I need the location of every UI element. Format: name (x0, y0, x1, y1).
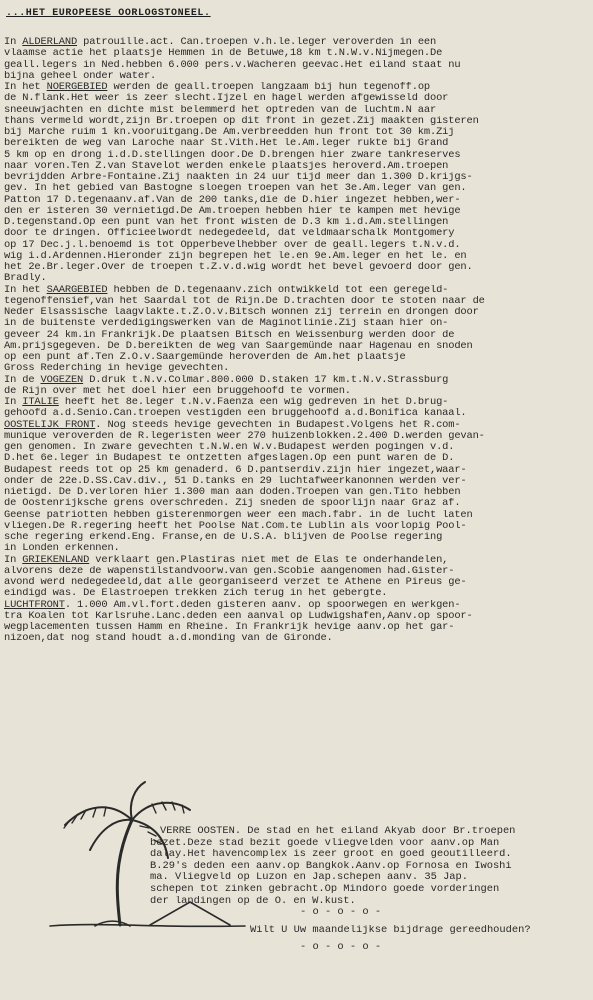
text-line: Neder Elsassische laagvlakte.t.Z.O.v.Bitsch wonnen zij terrein en drongen door (4, 307, 479, 318)
text-line: tegenoffensief,van het Saardal tot de Rijn.De D.trachten door te stoten naar de (4, 295, 485, 307)
trailing-line: schepen tot zinken gebracht.Op Mindoro goede vorderingen (150, 884, 500, 895)
palm-tree-illustration (40, 780, 250, 930)
text-line: wegplacementen tussen Hamm en Rheine. In Frankrijk hevige aanv.op het gar- (4, 622, 455, 633)
text-line: Geense patriotten hebben gisterenmorgen weer een mach.fabr. in de lucht laten (4, 509, 473, 521)
text-line: op 17 Dec.j.l.benoemd is tot Opperbevelhebber over de geall.legers t.N.v.d. (4, 239, 461, 251)
text-line: in Londen erkennen. (4, 543, 120, 555)
text-line: bereikten de weg van Laroche naar St.Vith.Het le.Am.leger rukte bij Grand (4, 138, 449, 150)
text-line: avond werd nedegedeeld,dat alle georganiseerd verzet te Athene en Pireus ge- (4, 577, 467, 588)
text-line: Gross Rederching in hevige gevechten. (4, 363, 230, 375)
text-line: vliegen.De R.regering heeft het Poolse Nat.Com.te Lublin als voorlopig Pool- (4, 520, 467, 532)
text-line: Bradly. (4, 273, 47, 285)
text-line: de Rijn over met het doel hier een bruggehoofd te vormen. (4, 385, 351, 397)
text-line: het 2e.Br.leger.Over de troepen t.Z.v.d.wig wordt het bevel gevoerd door gen. (4, 262, 473, 273)
text-line: Am.prijsgegeven. De D.bereikten de weg van Saargemünde naar Hagenau en snoden (4, 340, 473, 352)
text-line: 5 km op en drong i.d.D.stellingen door.De D.brengen hier zware tankreserves (4, 149, 461, 161)
text-line: de N.flank.Het weer is zeer slecht.Ijzel en hagel werden afgewisseld door (4, 93, 449, 105)
text-line: tra Koalen tot Karlsruhe.Lanc.deden een aanval op Ludwigshafen,Aanv.op spoor- (4, 610, 473, 622)
text-line: OOSTELIJK FRONT. Nog steeds hevige gevechten in Budapest.Volgens het R.com- (4, 419, 461, 431)
text-line: in de buitenste verdedigingswerken van de Maginotlinie.Zij staan hier on- (4, 318, 449, 330)
text-line: op een punt af.Ten Z.O.v.Saargemünde heroverden de Am.het plaatsje (4, 352, 406, 363)
page-header: ...HET EUROPEESE OORLOGSTONEEL. (6, 8, 211, 19)
text-line: wig i.d.Ardennen.Hieronder zijn begrepen het le.en 9e.Am.leger en het le. en (4, 250, 467, 262)
text-line: bevrijdden Arbre-Fontaine.Zij naakten in 24 uur tijd meer dan 1.300 D.krijgs- (4, 172, 473, 183)
text-line: In ALDERLAND patrouille.act. Can.troepen v.h.le.leger veroverden in een (4, 37, 437, 48)
divider: - o - o - o - (300, 907, 382, 918)
text-line: geveer 24 km.in Frankrijk.De plaatsen Bitsch en Weissenburg werden door de (4, 329, 455, 341)
text-line: In de VOGEZEN D.druk t.N.v.Colmar.800.000 D.staken 17 km.t.N.v.Strassburg (4, 374, 449, 386)
text-line: sneeuwjachten en dichte mist belemmerd het optreden van de luchtm.N aar (4, 104, 437, 116)
text-line: bijna geheel onder water. (4, 70, 157, 82)
text-line: door te dringen. Officieelwordt nedegedeeld, dat veldmaarschalk Montgomery (4, 228, 455, 240)
text-line: munique veroverden de R.legeristen weer 270 huizenblokken.2.400 D.werden gevan- (4, 430, 485, 442)
text-line: D.tegenstand.Op een punt van het front wisten de D.3 km i.d.Am.stellingen (4, 217, 449, 228)
text-line: alvorens deze de wapenstilstandvoorw.van gen.Scobie aangenomen had.Gister- (4, 565, 455, 577)
text-line: In ITALIE heeft het 8e.leger t.N.v.Faenza een wig gedreven in het D.brug- (4, 397, 449, 408)
text-line: eindigd was. De Elastroepen trekken zich terug in het gebergte. (4, 588, 388, 600)
text-line: gen genomen. In zware gevechten t.N.W.en W.v.Budapest werden pogingen v.d. (4, 442, 455, 453)
text-line: gev. In het gebied van Bastogne sloegen troepen van het 3e.Am.leger van gen. (4, 183, 467, 195)
text-line: gehoofd a.d.Senio.Can.troepen vestigden een bruggehoofd a.d.Bonifica kanaal. (4, 408, 467, 420)
text-line: onder de 22e.D.SS.Cav.div., 51 D.tanks en 29 luchtafweerkanonnen werden ver- (4, 475, 467, 487)
text-line: sche regering erkend.Eng. Franse,en de U.S.A. blijven de Poolse regering (4, 532, 443, 543)
text-line: geall.legers in Ned.hebben 6.000 pers.v.Wacheren geevac.Het eiland staat nu (4, 59, 461, 71)
trailing-line: bezet.Deze stad bezit goede vliegvelden voor aanv.op Man (150, 837, 500, 849)
text-line: In GRIEKENLAND verklaart gen.Plastiras niet met de Elas te onderhandelen, (4, 554, 449, 566)
text-line: naar voren.Ten Z.van Stavelot werden enkele plaatsjes heroverd.Am.troepen (4, 160, 449, 172)
trailing-line: VERRE OOSTEN. De stad en het eiland Akyab door Br.troepen (160, 826, 516, 837)
trailing-line: der landingen op de O. en W.kust. (150, 895, 356, 907)
text-line: nizoen,dat nog stand houdt a.d.monding van de Gironde. (4, 633, 333, 645)
trailing-line: dalay.Het havencomplex is zeer groot en goed geoutilleerd. (150, 849, 512, 861)
text-line: D.het 6e.leger in Budapest te ontzetten afgeslagen.Op een punt waren de D. (4, 453, 455, 465)
footer-question: Wilt U Uw maandelijkse bijdrage gereedhouden? (250, 925, 531, 936)
text-line: In het NOERGEBIED werden de geall.troepen langzaam bij hun tegenoff.op (4, 82, 430, 93)
text-line: nietigd. De D.verloren hier 1.300 man aan doden.Troepen van gen.Tito hebben (4, 487, 461, 498)
text-line: LUCHTFRONT. 1.000 Am.vl.fort.deden gisteren aanv. op spoorwegen en werkgen- (4, 599, 461, 611)
text-line: den er isteren 30 vernietigd.De Am.troepen hebben hier te kampen met hevige (4, 205, 461, 217)
text-line: vlaamse actie het plaatsje Hemmen in de Betuwe,18 km t.N.W.v.Nijmegen.De (4, 48, 443, 60)
text-line: bij Marche ruim 1 kn.vooruitgang.De Am.verbreedden hun front tot 30 km.Zij (4, 127, 455, 138)
text-line: thans vermeld wordt,zijn Br.troepen op dit front in gezet.Zij maakten gisteren (4, 115, 479, 127)
trailing-line: B.29's deden een aanv.op Bangkok.Aanv.op Fornosa en Iwoshi (150, 860, 512, 872)
text-line: de Oostenrijksche grens overschreden. Zij sneden de spoorlijn naar Graz af. (4, 498, 461, 510)
text-line: Budapest reeds tot op 25 km genaderd. 6 D.pantserdiv.zijn hier ingezet,waar- (4, 464, 467, 476)
divider: - o - o - o - (300, 942, 382, 953)
text-line: Patton 17 D.tegenaanv.af.Van de 200 tanks,die de D.hier ingezet hebben,wer- (4, 194, 461, 206)
text-line: In het SAARGEBIED hebben de D.tegenaanv.zich ontwikkeld tot een geregeld- (4, 284, 449, 296)
trailing-line: ma. Vliegveld op Luzon en Jap.schepen aanv. 35 Jap. (150, 872, 469, 884)
